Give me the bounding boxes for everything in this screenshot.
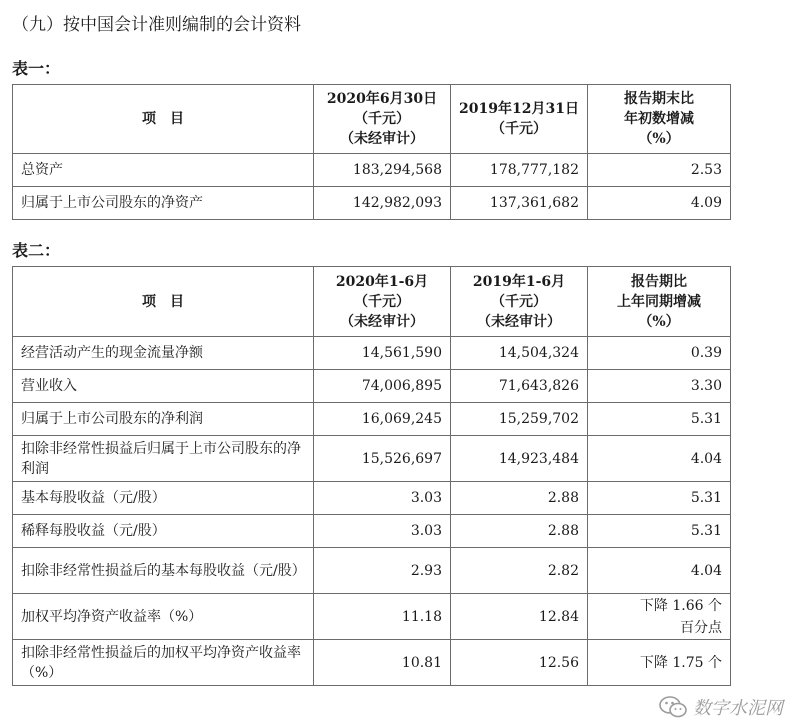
row-value-col3: 5.31 bbox=[588, 515, 731, 548]
row-value-col2: 15,259,702 bbox=[451, 403, 588, 436]
wechat-icon bbox=[659, 696, 687, 718]
row-value-col1: 74,006,895 bbox=[314, 370, 451, 403]
table-row bbox=[13, 187, 731, 220]
row-item: 营业收入 bbox=[13, 370, 314, 403]
row-value-col2: 2.82 bbox=[451, 548, 588, 594]
table-header-row bbox=[13, 267, 731, 337]
row-value-col3: 下降 1.66 个 百分点 bbox=[588, 594, 731, 640]
watermark-text: 数字水泥网 bbox=[693, 698, 783, 719]
header-col1: 2020年6月30日 （千元） （未经审计） bbox=[314, 85, 451, 154]
table1-label: 表一： bbox=[12, 59, 61, 78]
row-value-col3: 5.31 bbox=[588, 403, 731, 436]
section-heading: （九）按中国会计准则编制的会计资料 bbox=[12, 15, 301, 35]
table-row bbox=[13, 482, 731, 515]
header-col2: 2019年12月31日 （千元） bbox=[451, 85, 588, 154]
table-row bbox=[13, 337, 731, 370]
balance-sheet-table bbox=[12, 84, 731, 220]
table-row bbox=[13, 154, 731, 187]
row-item: 稀释每股收益（元/股） bbox=[13, 515, 314, 548]
row-value-col1: 2.93 bbox=[314, 548, 451, 594]
header-item: 项 目 bbox=[13, 267, 314, 337]
header-item: 项 目 bbox=[13, 85, 314, 154]
row-item: 扣除非经常性损益后归属于上市公司股东的净利润 bbox=[13, 436, 314, 482]
header-col2: 2019年1-6月 （千元） （未经审计） bbox=[451, 267, 588, 337]
table-row bbox=[13, 548, 731, 594]
table-row bbox=[13, 436, 731, 482]
row-value-col2: 14,923,484 bbox=[451, 436, 588, 482]
row-value-col2: 71,643,826 bbox=[451, 370, 588, 403]
row-value-col2: 2.88 bbox=[451, 482, 588, 515]
table-row bbox=[13, 594, 731, 640]
row-value-col1: 183,294,568 bbox=[314, 154, 451, 187]
row-value-col1: 142,982,093 bbox=[314, 187, 451, 220]
row-value-col2: 14,504,324 bbox=[451, 337, 588, 370]
row-value-col1: 3.03 bbox=[314, 482, 451, 515]
row-item: 扣除非经常性损益后的加权平均净资产收益率（%） bbox=[13, 640, 314, 686]
watermark bbox=[659, 694, 783, 720]
row-item: 总资产 bbox=[13, 154, 314, 187]
row-value-col1: 10.81 bbox=[314, 640, 451, 686]
row-item: 归属于上市公司股东的净资产 bbox=[13, 187, 314, 220]
table-row bbox=[13, 370, 731, 403]
header-col1: 2020年1-6月 （千元） （未经审计） bbox=[314, 267, 451, 337]
row-value-col3: 下降 1.75 个 bbox=[588, 640, 731, 686]
row-value-col2: 12.56 bbox=[451, 640, 588, 686]
row-item: 基本每股收益（元/股） bbox=[13, 482, 314, 515]
row-value-col3: 5.31 bbox=[588, 482, 731, 515]
row-value-col1: 16,069,245 bbox=[314, 403, 451, 436]
row-item: 经营活动产生的现金流量净额 bbox=[13, 337, 314, 370]
table-header-row bbox=[13, 85, 731, 154]
row-item: 扣除非经常性损益后的基本每股收益（元/股） bbox=[13, 548, 314, 594]
row-value-col3: 0.39 bbox=[588, 337, 731, 370]
row-value-col3: 3.30 bbox=[588, 370, 731, 403]
row-item: 归属于上市公司股东的净利润 bbox=[13, 403, 314, 436]
table-row bbox=[13, 640, 731, 686]
header-col3: 报告期末比 年初数增减 （%） bbox=[588, 85, 731, 154]
table-row bbox=[13, 403, 731, 436]
table-row bbox=[13, 515, 731, 548]
header-col3: 报告期比 上年同期增减 （%） bbox=[588, 267, 731, 337]
row-value-col3: 2.53 bbox=[588, 154, 731, 187]
row-value-col3: 4.09 bbox=[588, 187, 731, 220]
row-value-col1: 14,561,590 bbox=[314, 337, 451, 370]
row-value-col3: 4.04 bbox=[588, 436, 731, 482]
row-value-col2: 178,777,182 bbox=[451, 154, 588, 187]
table2-label: 表二： bbox=[12, 241, 61, 260]
row-value-col2: 137,361,682 bbox=[451, 187, 588, 220]
income-statement-table bbox=[12, 266, 731, 686]
row-item: 加权平均净资产收益率（%） bbox=[13, 594, 314, 640]
row-value-col3: 4.04 bbox=[588, 548, 731, 594]
row-value-col2: 12.84 bbox=[451, 594, 588, 640]
row-value-col1: 15,526,697 bbox=[314, 436, 451, 482]
row-value-col2: 2.88 bbox=[451, 515, 588, 548]
row-value-col1: 11.18 bbox=[314, 594, 451, 640]
row-value-col1: 3.03 bbox=[314, 515, 451, 548]
